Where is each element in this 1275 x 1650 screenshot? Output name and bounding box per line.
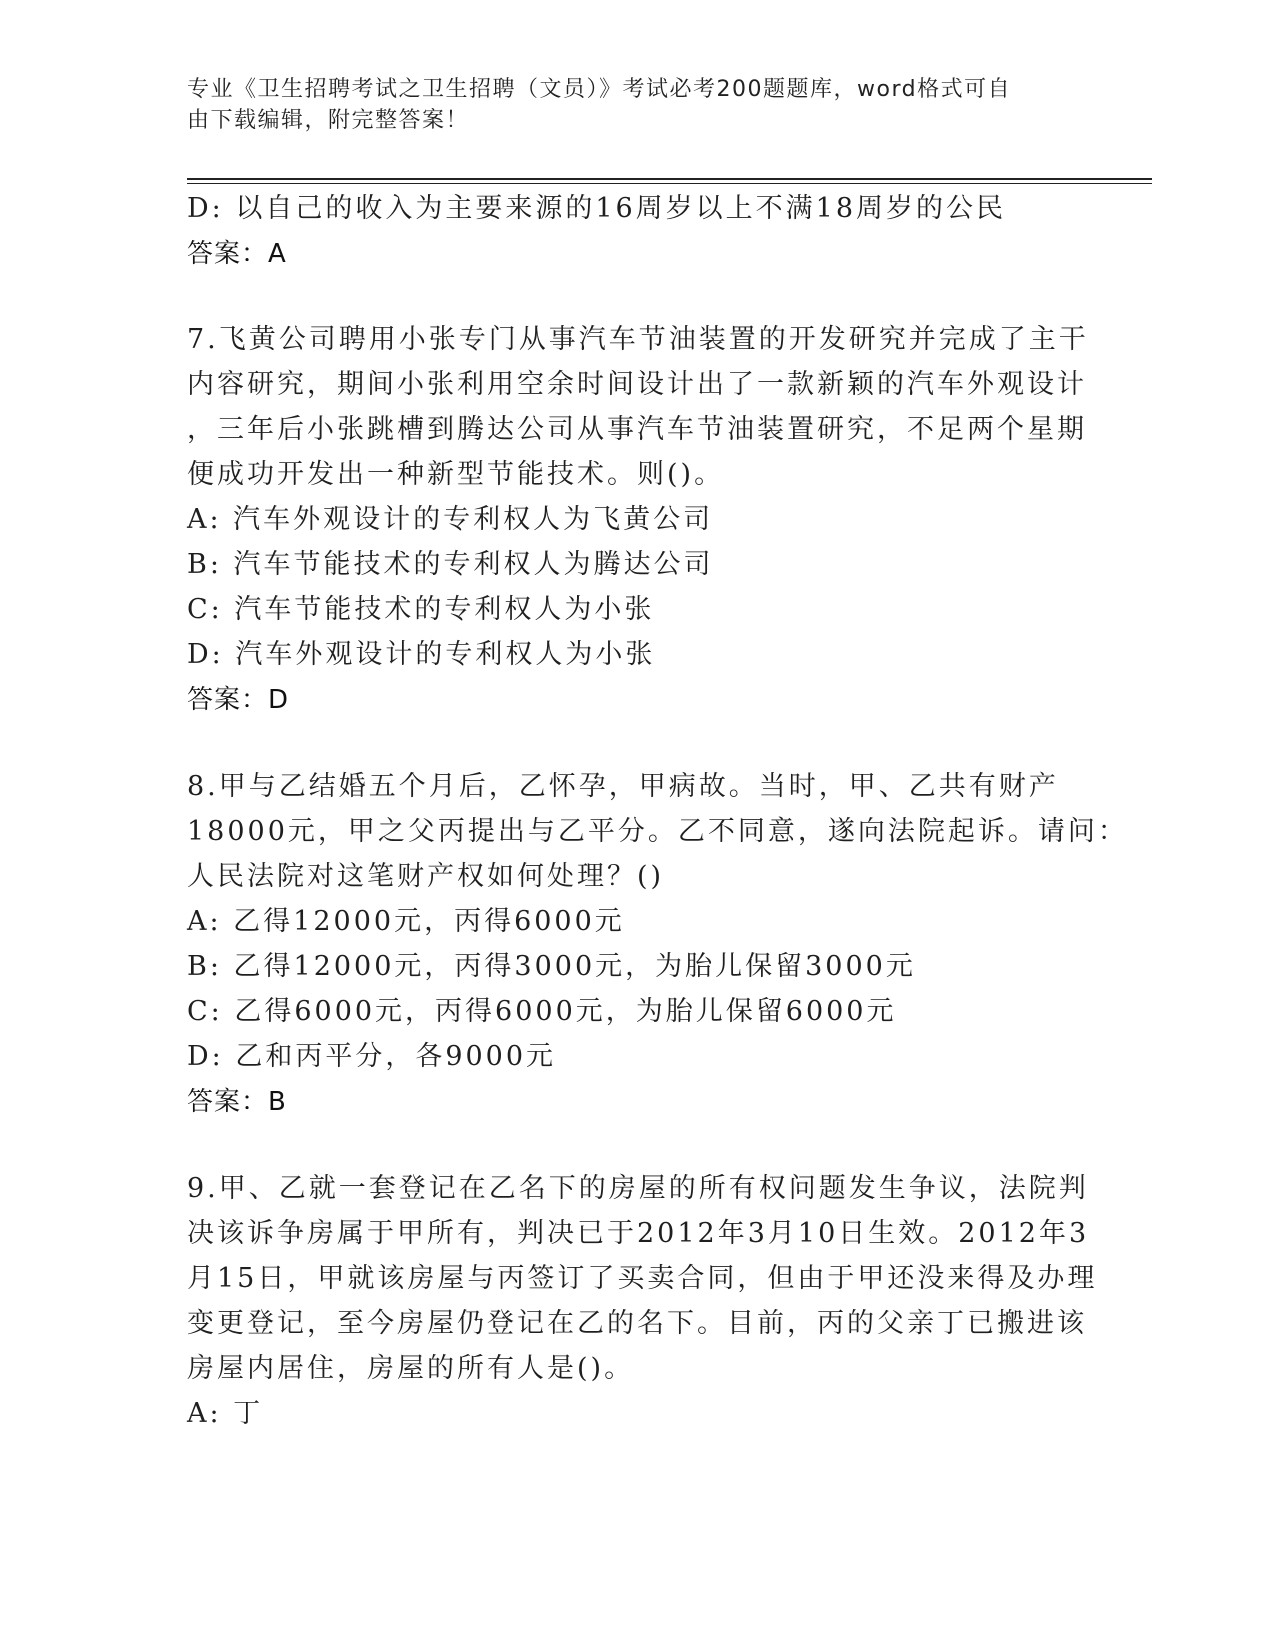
q8-stem-line: 人民法院对这笔财产权如何处理？() [187, 861, 665, 892]
q8-option-d: D: 乙和丙平分，各9000元 [187, 1041, 557, 1072]
header-rule-thick [187, 178, 1152, 180]
q8-option-c: C: 乙得6000元，丙得6000元，为胎儿保留6000元 [187, 996, 897, 1027]
q8-option-b: B: 乙得12000元，丙得3000元，为胎儿保留3000元 [187, 951, 916, 982]
header-line-1: 专业《卫生招聘考试之卫生招聘（文员）》考试必考200题题库，word格式可自 [187, 77, 1012, 102]
q8-answer: 答案：B [187, 1087, 287, 1117]
q8-stem-line: 18000元，甲之父丙提出与乙平分。乙不同意，遂向法院起诉。请问： [187, 816, 1128, 847]
header-line-2: 由下载编辑，附完整答案！ [187, 108, 470, 133]
q9-stem-line: 变更登记，至今房屋仍登记在乙的名下。目前，丙的父亲丁已搬进该 [187, 1308, 1087, 1339]
q7-option-c: C: 汽车节能技术的专利权人为小张 [187, 594, 655, 625]
q7-stem-line: 7.飞黄公司聘用小张专门从事汽车节油装置的开发研究并完成了主干 [187, 324, 1089, 355]
header-rule-thin [187, 183, 1152, 184]
q8-option-a: A: 乙得12000元，丙得6000元 [187, 906, 625, 937]
q7-option-a: A: 汽车外观设计的专利权人为飞黄公司 [187, 504, 714, 535]
q9-stem-line: 月15日，甲就该房屋与丙签订了买卖合同，但由于甲还没来得及办理 [187, 1263, 1098, 1294]
q7-answer: 答案：D [187, 685, 290, 715]
document-header [187, 74, 1067, 136]
q9-option-a: A: 丁 [187, 1398, 264, 1429]
prev-option-d: D: 以自己的收入为主要来源的16周岁以上不满18周岁的公民 [187, 193, 1007, 224]
q7-option-b: B: 汽车节能技术的专利权人为腾达公司 [187, 549, 714, 580]
q8-stem-line: 8.甲与乙结婚五个月后，乙怀孕，甲病故。当时，甲、乙共有财产 [187, 771, 1059, 802]
q9-stem-line: 房屋内居住，房屋的所有人是()。 [187, 1353, 635, 1384]
prev-answer: 答案：A [187, 239, 287, 269]
q7-option-d: D: 汽车外观设计的专利权人为小张 [187, 639, 656, 670]
q7-stem-line: ，三年后小张跳槽到腾达公司从事汽车节油装置研究，不足两个星期 [187, 414, 1087, 445]
q7-stem-line: 内容研究，期间小张利用空余时间设计出了一款新颖的汽车外观设计 [187, 369, 1087, 400]
q9-stem-line: 决该诉争房属于甲所有，判决已于2012年3月10日生效。2012年3 [187, 1218, 1090, 1249]
q7-stem-line: 便成功开发出一种新型节能技术。则()。 [187, 459, 725, 490]
q9-stem-line: 9.甲、乙就一套登记在乙名下的房屋的所有权问题发生争议，法院判 [187, 1173, 1089, 1204]
